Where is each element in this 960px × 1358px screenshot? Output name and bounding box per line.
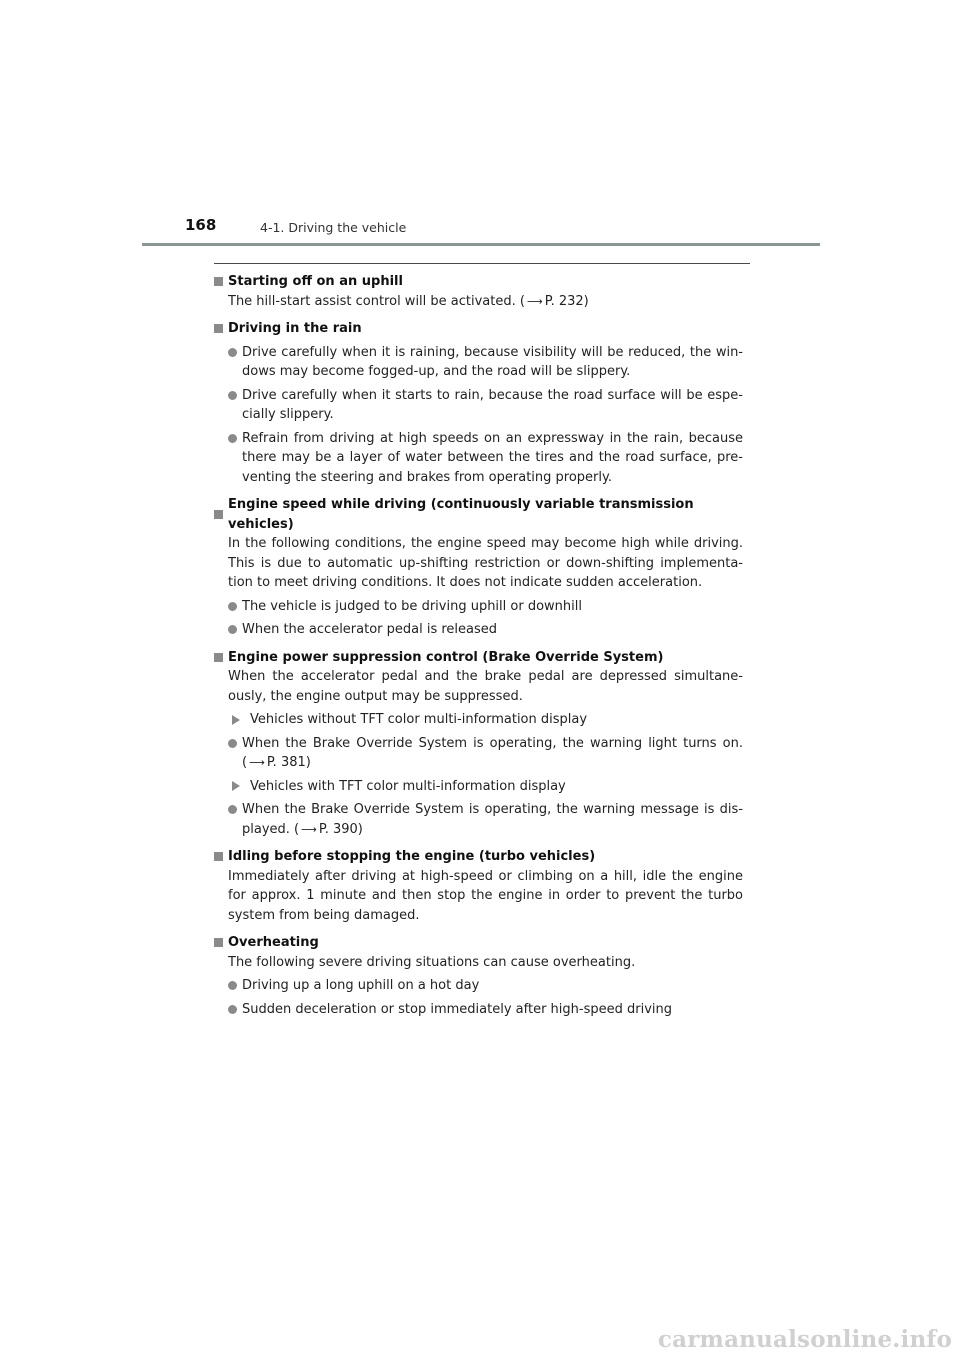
vehicle-variant-label: Vehicles with TFT color multi-information display [214, 777, 743, 797]
section-heading: Idling before stopping the engine (turbo vehicles) [214, 847, 743, 867]
bullet-dot-icon [228, 625, 237, 634]
section-heading: Overheating [214, 933, 743, 953]
section-overheating [214, 933, 743, 1019]
bullet-dot-icon [228, 805, 237, 814]
section-title: 4-1. Driving the vehicle [260, 220, 407, 235]
list-item: Refrain from driving at high speeds on an expressway in the rain, because there may be a layer of water between the tires and the road surface, pre-venting the steering and brakes from operating properly. [214, 429, 743, 488]
bullet-dot-icon [228, 1005, 237, 1014]
list-item: Drive carefully when it is raining, because visibility will be reduced, the win-dows may become fogged-up, and the road will be slippery. [214, 343, 743, 382]
list-item: The vehicle is judged to be driving uphill or downhill [214, 597, 743, 617]
page-number: 168 [185, 216, 217, 234]
page-content [214, 272, 743, 1027]
section-paragraph: In the following conditions, the engine speed may become high while driving. This is due to automatic up-shifting restriction or down-shifting implementa-tion to meet driving conditions. It does not indicate sudden acceleration. [228, 536, 743, 590]
bullet-dot-icon [228, 602, 237, 611]
list-item: Sudden deceleration or stop immediately after high-speed driving [214, 1000, 743, 1020]
page-reference-link[interactable]: P. 381) [266, 755, 311, 770]
list-item: Driving up a long uphill on a hot day [214, 976, 743, 996]
arrow-right-icon: ⟶ [526, 294, 543, 308]
triangle-right-icon [232, 781, 240, 791]
watermark: carmanualsonline.info [657, 1326, 952, 1353]
list-item: When the Brake Override System is operating, the warning light turns on. ( ⟶ P. 381) [214, 734, 743, 773]
arrow-right-icon: ⟶ [301, 822, 317, 836]
header-divider [142, 243, 820, 246]
square-bullet-icon [214, 938, 223, 947]
section-power-suppression [214, 648, 743, 840]
section-heading: Starting off on an uphill [214, 272, 743, 292]
vehicle-variant-label: Vehicles without TFT color multi-information display [214, 710, 743, 730]
bullet-dot-icon [228, 434, 237, 443]
section-paragraph: Immediately after driving at high-speed or climbing on a hill, idle the engine for approx. 1 minute and then stop the engine in order to prevent the turbo system from being damaged. [228, 868, 743, 923]
section-rain [214, 319, 743, 487]
arrow-right-icon: ⟶ [249, 756, 265, 769]
square-bullet-icon [214, 852, 223, 861]
bullet-dot-icon [228, 391, 237, 400]
square-bullet-icon [214, 510, 223, 519]
list-item: When the accelerator pedal is released [214, 620, 743, 640]
section-heading: Engine speed while driving (continuously variable transmission vehicles) [214, 495, 743, 534]
list-item: Drive carefully when it starts to rain, because the road surface will be espe-cially slippery. [214, 386, 743, 425]
section-paragraph: When the accelerator pedal and the brake pedal are depressed simultane-ously, the engine output may be suppressed. [228, 669, 743, 704]
section-heading: Driving in the rain [214, 319, 743, 339]
section-engine-speed [214, 495, 743, 640]
page-reference-link[interactable]: P. 232) [544, 293, 589, 309]
section-idling [214, 847, 743, 925]
square-bullet-icon [214, 324, 223, 333]
bullet-dot-icon [228, 981, 237, 990]
content-divider [214, 263, 750, 264]
square-bullet-icon [214, 277, 223, 286]
triangle-right-icon [232, 715, 240, 725]
section-uphill [214, 272, 743, 311]
page-reference-link[interactable]: P. 390) [318, 821, 363, 837]
section-paragraph: The hill-start assist control will be activated. ( ⟶ P. 232) [228, 293, 589, 309]
square-bullet-icon [214, 653, 223, 662]
section-paragraph: The following severe driving situations can cause overheating. [228, 954, 636, 970]
list-item: When the Brake Override System is operating, the warning message is dis-played. ( ⟶ P. 390) [214, 800, 743, 839]
bullet-dot-icon [228, 739, 237, 748]
section-heading: Engine power suppression control (Brake Override System) [214, 648, 743, 668]
bullet-dot-icon [228, 348, 237, 357]
